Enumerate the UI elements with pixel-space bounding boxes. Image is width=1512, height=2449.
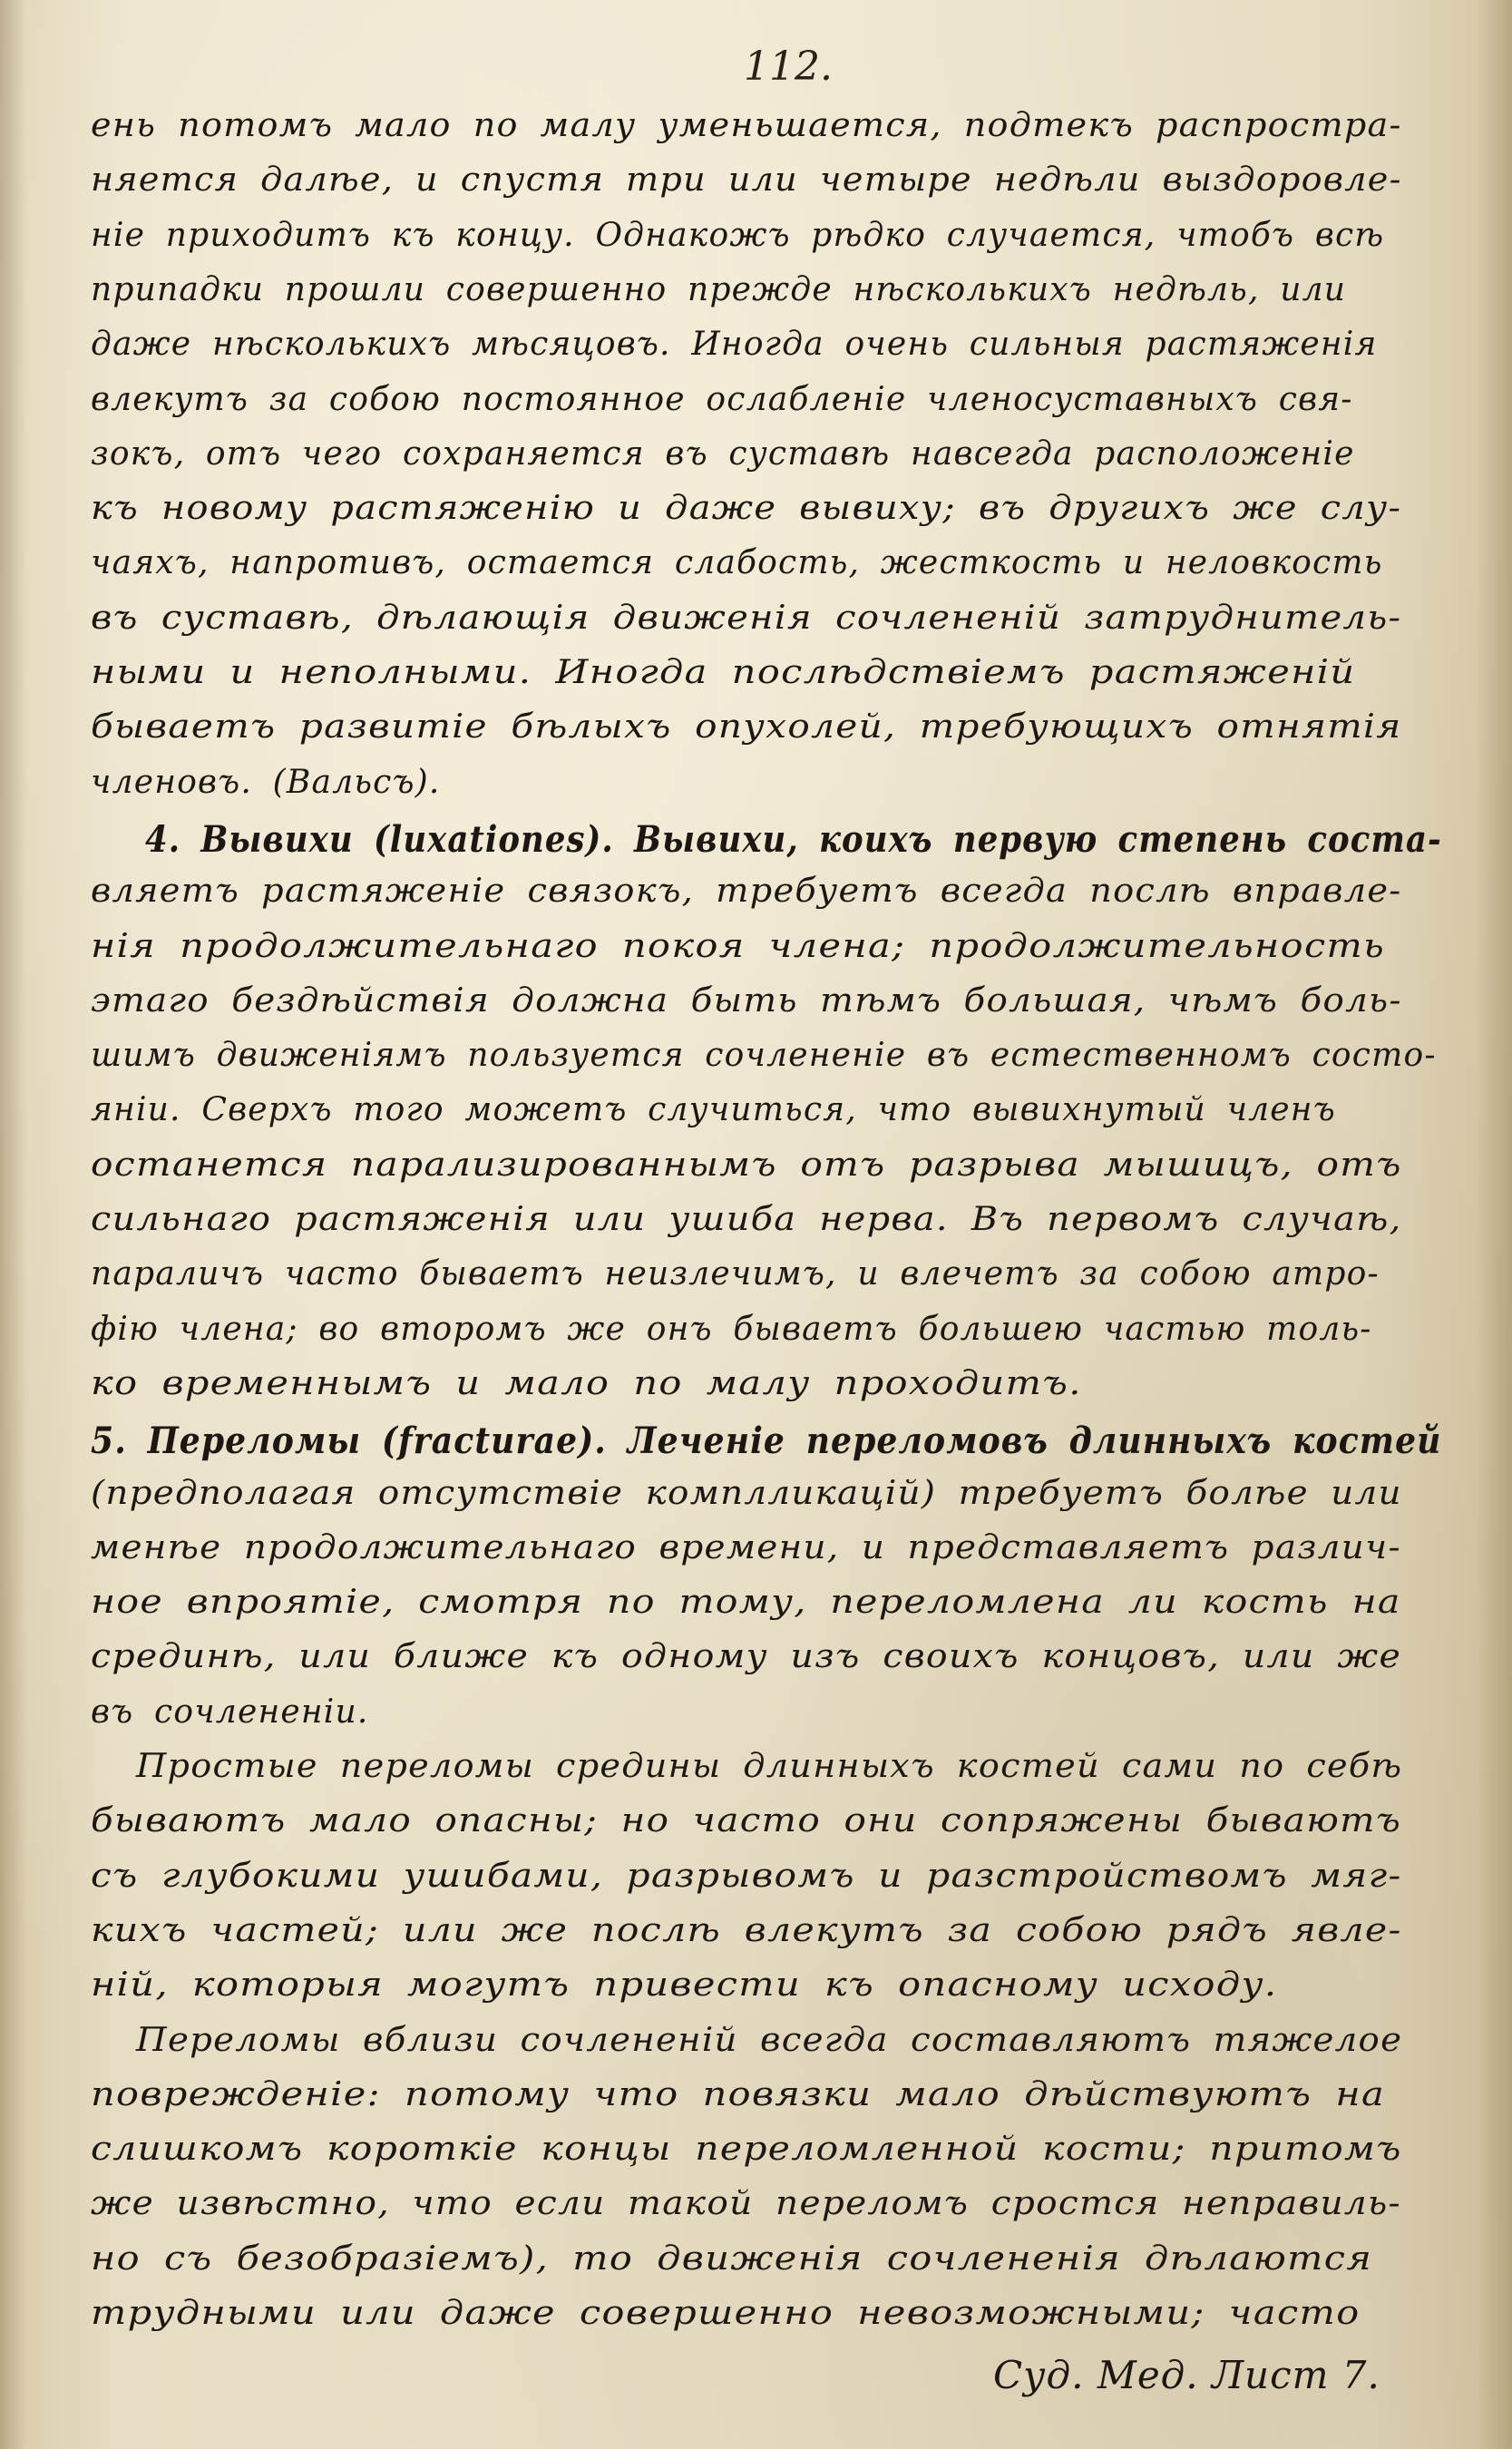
- text-line: 4. Вывихи (luxationes). Вывихи, коихъ первую степень соста-: [145, 817, 1442, 861]
- text-line: къ новому растяженію и даже вывиху; въ другихъ же слу-: [91, 490, 1402, 528]
- text-line: въ сочлененіи.: [91, 1693, 369, 1731]
- text-line: 5. Переломы (fracturae). Леченіе переломовъ длинныхъ костей: [91, 1420, 1442, 1463]
- text-line: въ суставѣ, дѣлающія движенія сочлененій затруднитель-: [91, 599, 1402, 637]
- text-line: (предполагая отсутствіе комплликацій) требуетъ болѣе или: [91, 1474, 1402, 1512]
- signature-footer-note: Суд. Мед. Лист 7.: [993, 2353, 1380, 2397]
- page-edge-shadow-right: [1476, 0, 1512, 2449]
- text-line: же извѣстно, что если такой переломъ сростся неправиль-: [91, 2185, 1401, 2223]
- text-line: поврежденіе: потому что повязки мало дѣйствуютъ на: [91, 2075, 1386, 2113]
- text-line: Простые переломы средины длинныхъ костей сами по себѣ: [136, 1748, 1403, 1785]
- text-line: бываютъ мало опасны; но часто они сопряжены бываютъ: [91, 1802, 1402, 1840]
- text-line: ній, которыя могутъ привести къ опасному исходу.: [91, 1966, 1278, 2005]
- text-line: ными и неполными. Иногда послѣдствіемъ растяженій: [91, 654, 1356, 691]
- text-line: чаяхъ, напротивъ, остается слабость, жесткость и неловкость: [91, 544, 1383, 582]
- text-line: слишкомъ короткіе концы переломленной кости; притомъ: [91, 2131, 1402, 2169]
- text-line: срединѣ, или ближе къ одному изъ своихъ концовъ, или же: [91, 1638, 1402, 1676]
- text-line: шимъ движеніямъ пользуется сочлененіе въ естественномъ состо-: [91, 1037, 1437, 1075]
- text-line: менѣе продолжительнаго времени, и представляетъ различ-: [91, 1528, 1401, 1566]
- text-line: членовъ. (Вальсъ).: [91, 763, 441, 801]
- text-line: ко временнымъ и мало по малу проходитъ.: [91, 1364, 1082, 1402]
- text-line: ень потомъ мало по малу уменьшается, подтекъ распростра-: [91, 107, 1402, 144]
- text-line: этаго бездѣйствія должна быть тѣмъ большая, чѣмъ боль-: [91, 981, 1402, 1020]
- text-line: съ глубокими ушибами, разрывомъ и разстройствомъ мяг-: [91, 1857, 1402, 1895]
- text-line: параличъ часто бываетъ неизлечимъ, и влечетъ за собою атро-: [91, 1255, 1380, 1293]
- text-line: вляетъ растяженіе связокъ, требуетъ всегда послѣ вправле-: [91, 873, 1402, 911]
- text-line: ніе приходитъ къ концу. Однакожъ рѣдко случается, чтобъ всѣ: [91, 216, 1385, 254]
- text-line: бываетъ развитіе бѣлыхъ опухолей, требующихъ отнятія: [91, 708, 1402, 746]
- text-line: няется далѣе, и спустя три или четыре недѣли выздоровле-: [91, 161, 1402, 200]
- text-line: фію члена; во второмъ же онъ бываетъ большею частью толь-: [91, 1310, 1372, 1348]
- page-number: 112.: [744, 44, 833, 90]
- text-line: сильнаго растяженія или ушиба нерва. Въ первомъ случаѣ,: [91, 1201, 1402, 1238]
- text-line: останется парализированнымъ отъ разрыва мышицъ, отъ: [91, 1146, 1402, 1184]
- text-line: трудными или даже совершенно невозможными; часто: [91, 2295, 1361, 2332]
- text-line: Переломы вблизи сочлененій всегда составляютъ тяжелое: [136, 2021, 1403, 2059]
- text-line: зокъ, отъ чего сохраняется въ суставѣ навсегда расположеніе: [91, 434, 1355, 473]
- text-line: но съ безобразіемъ), то движенія сочлененія дѣлаются: [91, 2239, 1373, 2278]
- text-line: яніи. Сверхъ того можетъ случиться, что вывихнутый членъ: [91, 1091, 1336, 1129]
- text-line: даже нѣсколькихъ мѣсяцовъ. Иногда очень сильныя растяженія: [91, 326, 1378, 364]
- text-line: припадки прошли совершенно прежде нѣсколькихъ недѣль, или: [91, 270, 1347, 308]
- text-line: ное впроятіе, смотря по тому, переломлена ли кость на: [91, 1584, 1401, 1622]
- page-edge-shadow-left: [0, 0, 27, 2449]
- text-line: кихъ частей; или же послѣ влекутъ за собою рядъ явле-: [91, 1911, 1402, 1949]
- text-line: нія продолжительнаго покоя члена; продолжительность: [91, 927, 1386, 965]
- text-line: влекутъ за собою постоянное ослабленіе членосуставныхъ свя-: [91, 380, 1353, 418]
